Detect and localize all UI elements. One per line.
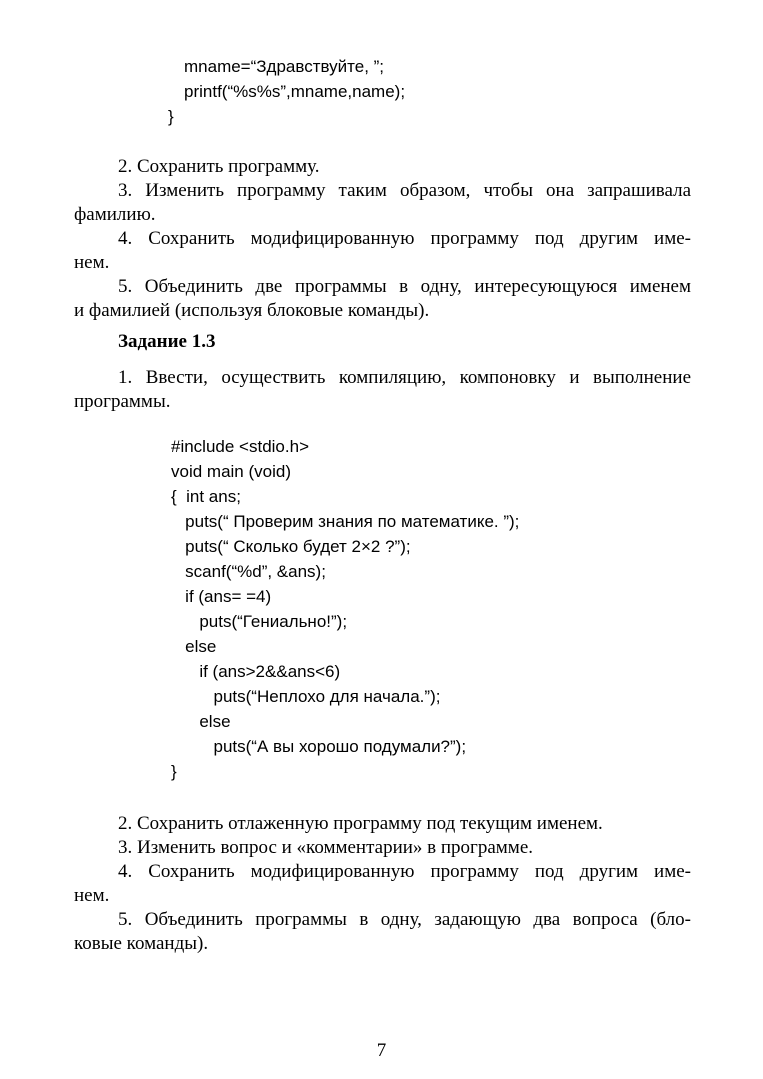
step-2-4: [74, 860, 691, 908]
paragraph-line: 4. Сохранить модифицированную программу под другим име-: [118, 861, 691, 882]
code-line: #include <stdio.h>: [171, 437, 309, 456]
step-1-2: [74, 155, 691, 179]
paragraph-line: нем.: [74, 252, 110, 273]
paragraph-line: 5. Объединить программы в одну, задающую два вопроса (бло-: [118, 909, 691, 930]
paragraph-line: 5. Объединить две программы в одну, интересующуюся именем: [118, 276, 691, 297]
code-line: puts(“ Сколько будет 2×2 ?”);: [171, 537, 411, 556]
paragraph-line: 1. Ввести, осуществить компиляцию, компоновку и выполнение: [118, 367, 691, 388]
code-line: puts(“Гениально!”);: [171, 612, 348, 631]
page-number: 7: [376, 1040, 387, 1061]
paragraph-line: и фамилией (используя блоковые команды).: [74, 300, 430, 321]
code-line: void main (void): [171, 462, 291, 481]
task-intro: [74, 366, 691, 414]
section-title: Задание 1.3: [118, 331, 216, 352]
paragraph-line: 2. Сохранить программу.: [118, 156, 320, 177]
code-line: else: [171, 637, 217, 656]
step-1-3: [74, 179, 691, 227]
step-2-3: [74, 836, 691, 860]
paragraph-line: 4. Сохранить модифицированную программу под другим име-: [118, 228, 691, 249]
code-line: if (ans= =4): [171, 587, 272, 606]
step-2-5: [74, 908, 691, 956]
step-2-2: [74, 812, 691, 836]
code-line: { int ans;: [171, 487, 241, 506]
code-line: puts(“ Проверим знания по математике. ”);: [171, 512, 520, 531]
paragraph-line: ковые команды).: [74, 933, 209, 954]
paragraph-line: программы.: [74, 391, 171, 412]
code-line: puts(“А вы хорошо подумали?”);: [171, 737, 467, 756]
code-block-main: [171, 434, 519, 784]
paragraph-line: нем.: [74, 885, 110, 906]
paragraph-line: 2. Сохранить отлаженную программу под текущим именем.: [118, 813, 603, 834]
paragraph-line: 3. Изменить программу таким образом, чтобы она запрашивала: [118, 180, 691, 201]
code-line: }: [168, 107, 174, 126]
code-line: printf(“%s%s”,mname,name);: [184, 82, 406, 101]
code-line: if (ans>2&&ans<6): [171, 662, 341, 681]
code-line: mname=“Здравствуйте, ”;: [184, 57, 385, 76]
code-line: }: [171, 762, 177, 781]
step-1-5: [74, 275, 691, 323]
paragraph-line: фамилию.: [74, 204, 156, 225]
code-line: else: [171, 712, 231, 731]
code-line: scanf(“%d”, &ans);: [171, 562, 326, 581]
paragraph-line: 3. Изменить вопрос и «комментарии» в программе.: [118, 837, 534, 858]
code-block-continuation: [168, 54, 405, 129]
code-line: puts(“Неплохо для начала.”);: [171, 687, 441, 706]
step-1-4: [74, 227, 691, 275]
